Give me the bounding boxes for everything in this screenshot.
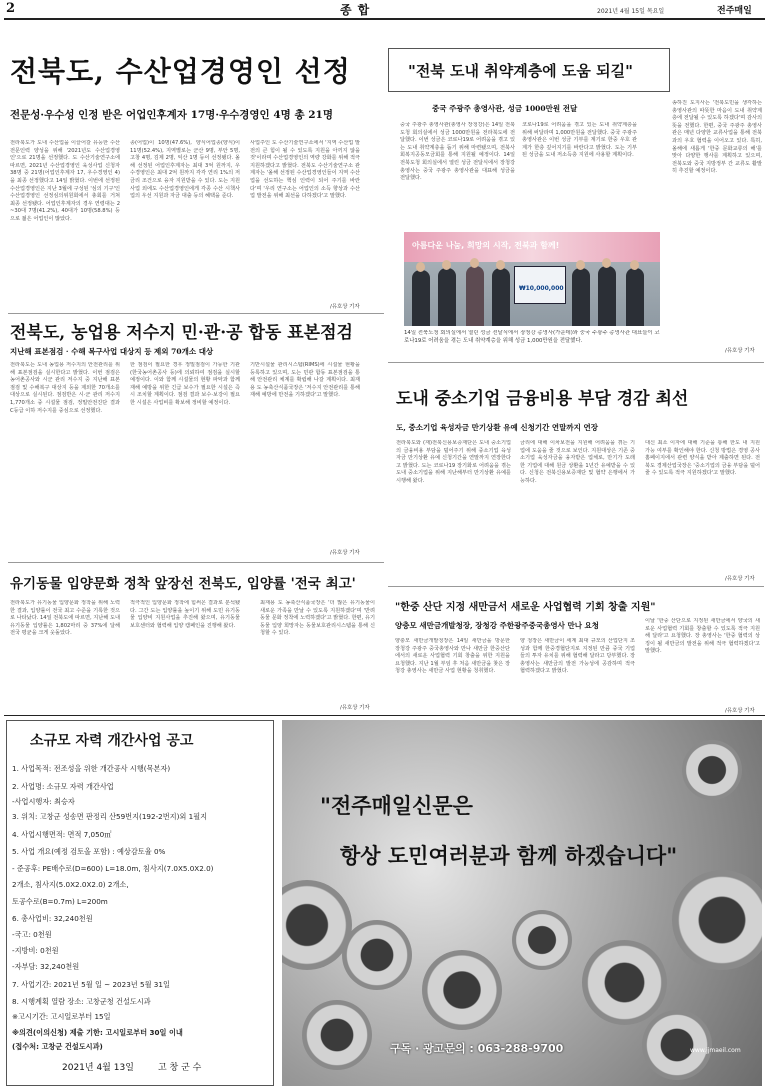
newspaper-ad [282,720,762,1086]
person-head [416,262,425,272]
notice-line: 3. 위치: 고창군 성송면 판정리 산59번지(192-2번지)외 1필지 [12,812,208,821]
article2-headline: "전북 도내 취약계층에 도움 되길" [408,62,633,80]
sunflower-image [422,950,502,1030]
sunflower-image [302,1000,372,1070]
article3-col2: 한 점검이 필요한 경우 정밀점검이 가능한 기관(한국농어촌공사 등)에 의뢰하여 점검을 실시할 예정이다. 이와 함께 시설물의 현황 파악과 함께 재해 예방을 위한 긴급 보수가 필요한 시설은 즉시 조치할 계획이다. 점검 결과 보수·보강이 필요한 시설은 사업비를 확보해 정비할 예정이다. [130,362,240,406]
notice-line: -지방비: 0천원 [12,946,59,955]
ad-section-rule [4,715,765,716]
notice-line: - 준공후: PE배수로(D=600) L=18.0m, 침사지(7.0X5.0X2.0) [12,864,214,873]
issue-date: 2021년 4월 15일 목요일 [597,8,665,15]
article6-subheadline: 양충모 새만금개발청장, 장청강 주한광주중국총영사 만나 요청 [395,621,600,630]
article1-col2: 종(어업)이 10명(47.6%), 양식어업종(양식)이 11명(52.4%), 지역별로는 군산 9명, 부안 5명, 고창 4명, 김제 2명, 익산 1명 등이 선정됐다. 올해 선정된 어업인후계자는 최대 3억 원까지, 우수경영인은 최대 2억 원까지 각각 연리 1%의 저금리 조건으로 융자 지원받을 수 있다. 도는 지원사업 외에도 수산업경영인에게 각종 수산 시책사업의 우선 지원과 자금 대출 등의 혜택을 준다. [130,140,240,200]
article4-col1: 전라북도와 (재)전북신용보증재단은 도내 중소기업의 금융비용 부담을 덜어주기 위해 중소기업 육성자금 만기상환 유예 신청기간을 연말까지 연장한다고 밝혔다. 도는 코로나19 장기화로 어려움을 겪는 도내 중소기업을 위해 지난해부터 만기상환 유예를 시행해 왔다. [396,440,511,484]
notice-line: -국고: 0천원 [12,930,52,939]
photo-caption: 14일 전북도청 회의실에서 열린 성금 전달식에서 장청강 총영사(가운데)와 중국 주광주 총영사관 대표들이 코로나19로 어려움을 겪는 도내 취약계층을 위해 성금 1,000만원을 전달했다. [404,330,660,344]
article4-subheadline: 도, 중소기업 육성자금 만기상환 유예 신청기간 연말까지 연장 [396,423,599,432]
article2-col2: 코로나19로 어려움을 겪고 있는 도내 취약계층을 위해 써달라며 1,000만원을 전달했다. 중국 주광주 총영사관은 이번 성금 기부를 계기로 한중 우호 관계가 한층 깊어지기를 바란다고 밝혔다. 도는 기부된 성금을 도내 저소득층 지원에 사용할 계획이다. [522,122,637,159]
article3-col3: 기반시설물 관리시스템(RIMS)에 시설물 현황을 등록하고 있으며, 도는 민관 합동 표본점검을 통해 안전관리 체계를 확립해 나갈 계획이다. 최재용 도 농축산식품국장은 '저수지 안전관리를 통해 재해 예방에 만전을 기하겠다'고 말했다. [250,362,360,399]
notice-line: -자부담: 32,240천원 [12,962,80,971]
sunflower-image [342,920,412,990]
article2-col1: 중국 주광주 총영사관(총영사 장청강)은 14일 전북도청 회의실에서 성금 1000만원을 전라북도에 전달했다. 이번 성금은 코로나19로 어려움을 겪고 있는 도내 취약계층을 돕기 위해 마련됐으며, 전북사회복지공동모금회를 통해 지원될 예정이다. 14일 전북도청 회의실에서 열린 성금 전달식에서 장청강 총영사는 중국 주광주 총영사관을 대표해 성금을 전달했다. [400,122,515,182]
person-head [442,260,451,270]
person-head [576,260,585,270]
article1-byline: /유호상 기자 [330,304,360,310]
person [466,266,484,326]
donation-amount: ₩10,000,000 [519,285,564,292]
header-rule [4,18,765,20]
article5-col2: 적극적인 입양문화 정착에 힘써온 결과로 분석됐다. 그간 도는 입양률을 높이기 위해 도민 유기동물 입양비 지원사업을 추진해 왔으며, 유기동물 보호센터와 협력해 입양 캠페인을 진행해 왔다. [130,600,240,629]
notice-line: 4. 사업시행면적: 면적 7,050㎡ [12,830,112,839]
article5-byline: /유호상 기자 [340,705,370,711]
notice-line: 5. 사업 개요(예정 검토올 포함) : 예상감토율 0% [12,847,166,856]
notice-line: 1. 사업목적: 전조성을 위한 개간공사 시행(목본자) [12,764,171,773]
article5-col1: 전라북도가 유기동물 입양문화 정착을 위해 노력한 결과, 입양률이 전국 최고 수준을 기록한 것으로 나타났다. 14일 전북도에 따르면, 지난해 도내 유기동물 입양률은 1,802마리 중 37%에 달해 전국 평균을 크게 웃돌았다. [10,600,120,637]
notice-line: 2개소, 침사지(5.0X2.0X2.0) 2개소, [12,880,129,889]
article6-col3: 이날 '한중 산단으로 지정된 새만금에서 양국의 새로운 사업협력 기회를 창출할 수 있도록 적극 지원해 달라'고 요청했다. 장 총영사는 '한중 협력의 상징이 될 새만금의 발전을 위해 적극 협력하겠다'고 말했다. [645,618,760,655]
article5-col3: 최재용 도 농축산식품국장은 '더 많은 유기동물이 새로운 가족을 만날 수 있도록 지원하겠다'며 '반려동물 문화 정착에 노력하겠다'고 밝혔다. 한편, 유기동물 입양 희망자는 동물보호관리시스템을 통해 신청할 수 있다. [260,600,375,637]
person [492,268,510,326]
notice-title: 소규모 자력 개간사업 공고 [30,733,194,749]
notice-line: 토공수로(B=0.7m) L=200m [12,897,108,906]
person [626,268,644,326]
article1-subheadline: 전문성·우수성 인정 받은 어업인후계자 17명·우수경영인 4명 총 21명 [10,109,334,121]
notice-date: 2021년 4월 13일 [62,1063,134,1073]
article4-col3: 대신 최소 이자에 대해 기준을 통해 한도 내 지원 가능 여부를 확인해야 한다. 신청 방법은 경영 공사 홈페이지에서 관련 양식을 받아 제출하면 된다. 전북도 경제산업국장은 '중소기업의 금융 부담을 덜어줄 수 있도록 적극 지원하겠다'고 말했다. [645,440,760,477]
article4-headline: 도내 중소기업 금융비용 부담 경감 최선 [396,389,689,409]
article3-subheadline: 지난해 표본점검 · 수해 복구사업 대상지 등 제외 70개소 대상 [10,347,214,356]
photo-banner-text: 아름다운 나눔, 희망의 시작, 전북과 함께! [412,241,560,250]
ad-slogan-line1: "전주매일신문은 [320,793,473,818]
person [598,266,616,326]
person-head [630,260,639,270]
article5-headline: 유기동물 입양문화 정착 앞장선 전북도, 입양률 '전국 최고' [10,576,356,592]
notice-line: ※고시기간: 고시일로부터 15일 [12,1012,111,1021]
article1-col3: 사업주인 도 수산기술연구소에서 '지역 수산업 발전의 큰 힘이 될 수 있도록 지원을 아끼지 않을 것'이라며 수산업경영인의 역량 강화를 위해 적극 지원하겠다고 밝혔다. 전북도 수산기술연구소 관계자는 '올해 선정된 수산업경영인들이 지역 수산업을 선도하는 핵심 인력이 되어 주기를 바란다'며 '우리 연구소는 어업인의 소득 향상과 수산업 발전을 위해 최선을 다하겠다'고 말했다. [250,140,360,200]
article4-byline: /유호상 기자 [725,576,755,582]
article4-col2: 금리에 대해 이차보전을 지원해 어려움을 겪는 기업에 도움을 줄 것으로 보인다. 지원대상은 기존 중소기업 육성자금을 융자받은 업체로, 만기가 도래한 기업에 대해 원금 상환을 1년간 유예받을 수 있다. 신청은 전북신용보증재단 및 협약 은행에서 가능하다. [520,440,635,484]
ad-contact: 구독 · 광고문의 : 063-288-9700 [390,1042,564,1055]
sunflower-image [672,870,762,970]
article3-headline: 전북도, 농업용 저수지 민·관·공 합동 표본점검 [10,323,353,343]
page-number: 2 [6,1,16,16]
article2-byline: /유호상 기자 [725,348,755,354]
notice-line: 7. 사업기간: 2021년 5월 일 ~ 2023년 5월 31일 [12,980,170,989]
notice-line: 8. 시행계획 열람 장소: 고창군청 건설도시과 [12,997,151,1006]
ad-url: www.jjmaeil.com [690,1047,741,1054]
donation-board [514,266,566,304]
notice-line: -사업시행자: 최승자 [12,797,75,806]
sunflower-image [682,740,742,800]
notice-line: 2. 사업명: 소규모 자력 개간사업 [12,782,114,791]
article6-col2: 양 청장은 새만금이 세계 최대 규모의 산업단지 조성과 함께 한중경협단지로 지정된 만큼 중국 기업들의 투자 유치를 위해 협력해 달라고 당부했다. 장 총영사는 새만금의 발전 가능성에 공감하며 적극 협력하겠다고 밝혔다. [520,638,635,675]
divider [388,586,764,587]
section-title: 종합 [340,3,376,17]
sunflower-image [512,910,572,970]
person-head [496,260,505,270]
article3-byline: /유호상 기자 [330,550,360,556]
ad-slogan-line2: 항상 도민여러분과 함께 하겠습니다" [340,843,678,868]
notice-line: 6. 총사업비: 32,240천원 [12,914,93,923]
divider [8,562,384,563]
divider [8,313,384,314]
person-head [602,258,611,268]
article6-byline: /유호상 기자 [725,708,755,714]
person [412,270,430,326]
paper-name: 전주매일 [717,6,752,16]
article2-col3: 송하진 도지사는 '전북도민을 생각하는 총영사관의 따뜻한 마음이 도내 취약계층에 전달될 수 있도록 하겠다'며 감사의 뜻을 전했다. 한편, 중국 주광주 총영사관은 매년 다양한 교류사업을 통해 전북과의 우호 협력을 이어오고 있다. 특히, 올해에 새롭게 '한중 문화교류의 해'를 맞아 다양한 행사를 계획하고 있으며, 전북도와 중국 지방정부 간 교류도 활발히 추진할 예정이다. [672,100,762,175]
article1-col1: 전라북도가 도내 수산업을 이끌어갈 유능한 수산 전문인력 양성을 위해 '2021년도 수산업경영인'으로 21명을 선정했다. 도 수산기술연구소에 따르면, 2021년 수산업경영인 육성사업 신청자 38명 중 21명(어업인후계자 17, 우수경영인 4)을 최종 선정했다고 14일 밝혔다. 이번에 선정된 수산업경영인은 지난 3월에 구성된 '심의 기구'인 수산업경영인 선정심의위원회에서 총회를 거쳐 최종 선정됐다. 어업인후계자의 경우 연령대는 2~30대 7명(41.2%), 40대가 10명(58.8%) 등으로 젊은 어업인이 많았다. [10,140,120,222]
article1-headline: 전북도, 수산업경영인 선정 [10,55,351,88]
person [438,268,456,326]
notice-signature: 고 창 군 수 [158,1063,202,1073]
article2-subheadline: 중국 주광주 총영사관, 성금 1000만원 전달 [432,104,578,113]
divider [388,362,764,363]
article6-headline: "한중 산단 지정 새만금서 새로운 사업협력 기회 창출 지원" [395,602,656,613]
person-head [470,258,479,268]
article3-col1: 전라북도는 도내 농업용 저수지의 안전관리를 위해 표본점검을 실시한다고 밝혔다. 이번 점검은 농어촌공사와 시군 관리 저수지 중 지난해 표본점검 및 수해복구 대상지 등을 제외한 70개소를 대상으로 실시된다. 점검반은 시·군 관리 저수지 1,770개소 중 시설물 점검, 정밀안전진단 결과 C등급 이하 저수지를 중심으로 선정했다. [10,362,120,414]
notice-line: (접수처: 고창군 건설도시과) [12,1042,103,1051]
ceremony-photo [404,232,660,326]
notice-line: ※의견(이의신청) 제출 기한: 고시일로부터 30일 이내 [12,1028,183,1037]
sunflower-image [642,1010,712,1080]
person [572,268,590,326]
article6-col1: 양충모 새만금개발청장은 14일 새만금을 방문한 장청강 주광주 중국총영사와 만나 새만금 한중산단에서의 새로운 사업협력 기회 창출을 위한 지원을 요청했다. 지난 1월 부임 후 처음 새만금을 찾은 장청강 총영사는 새만금 사업 현황을 청취했다. [395,638,510,675]
sunflower-image [582,940,667,1025]
